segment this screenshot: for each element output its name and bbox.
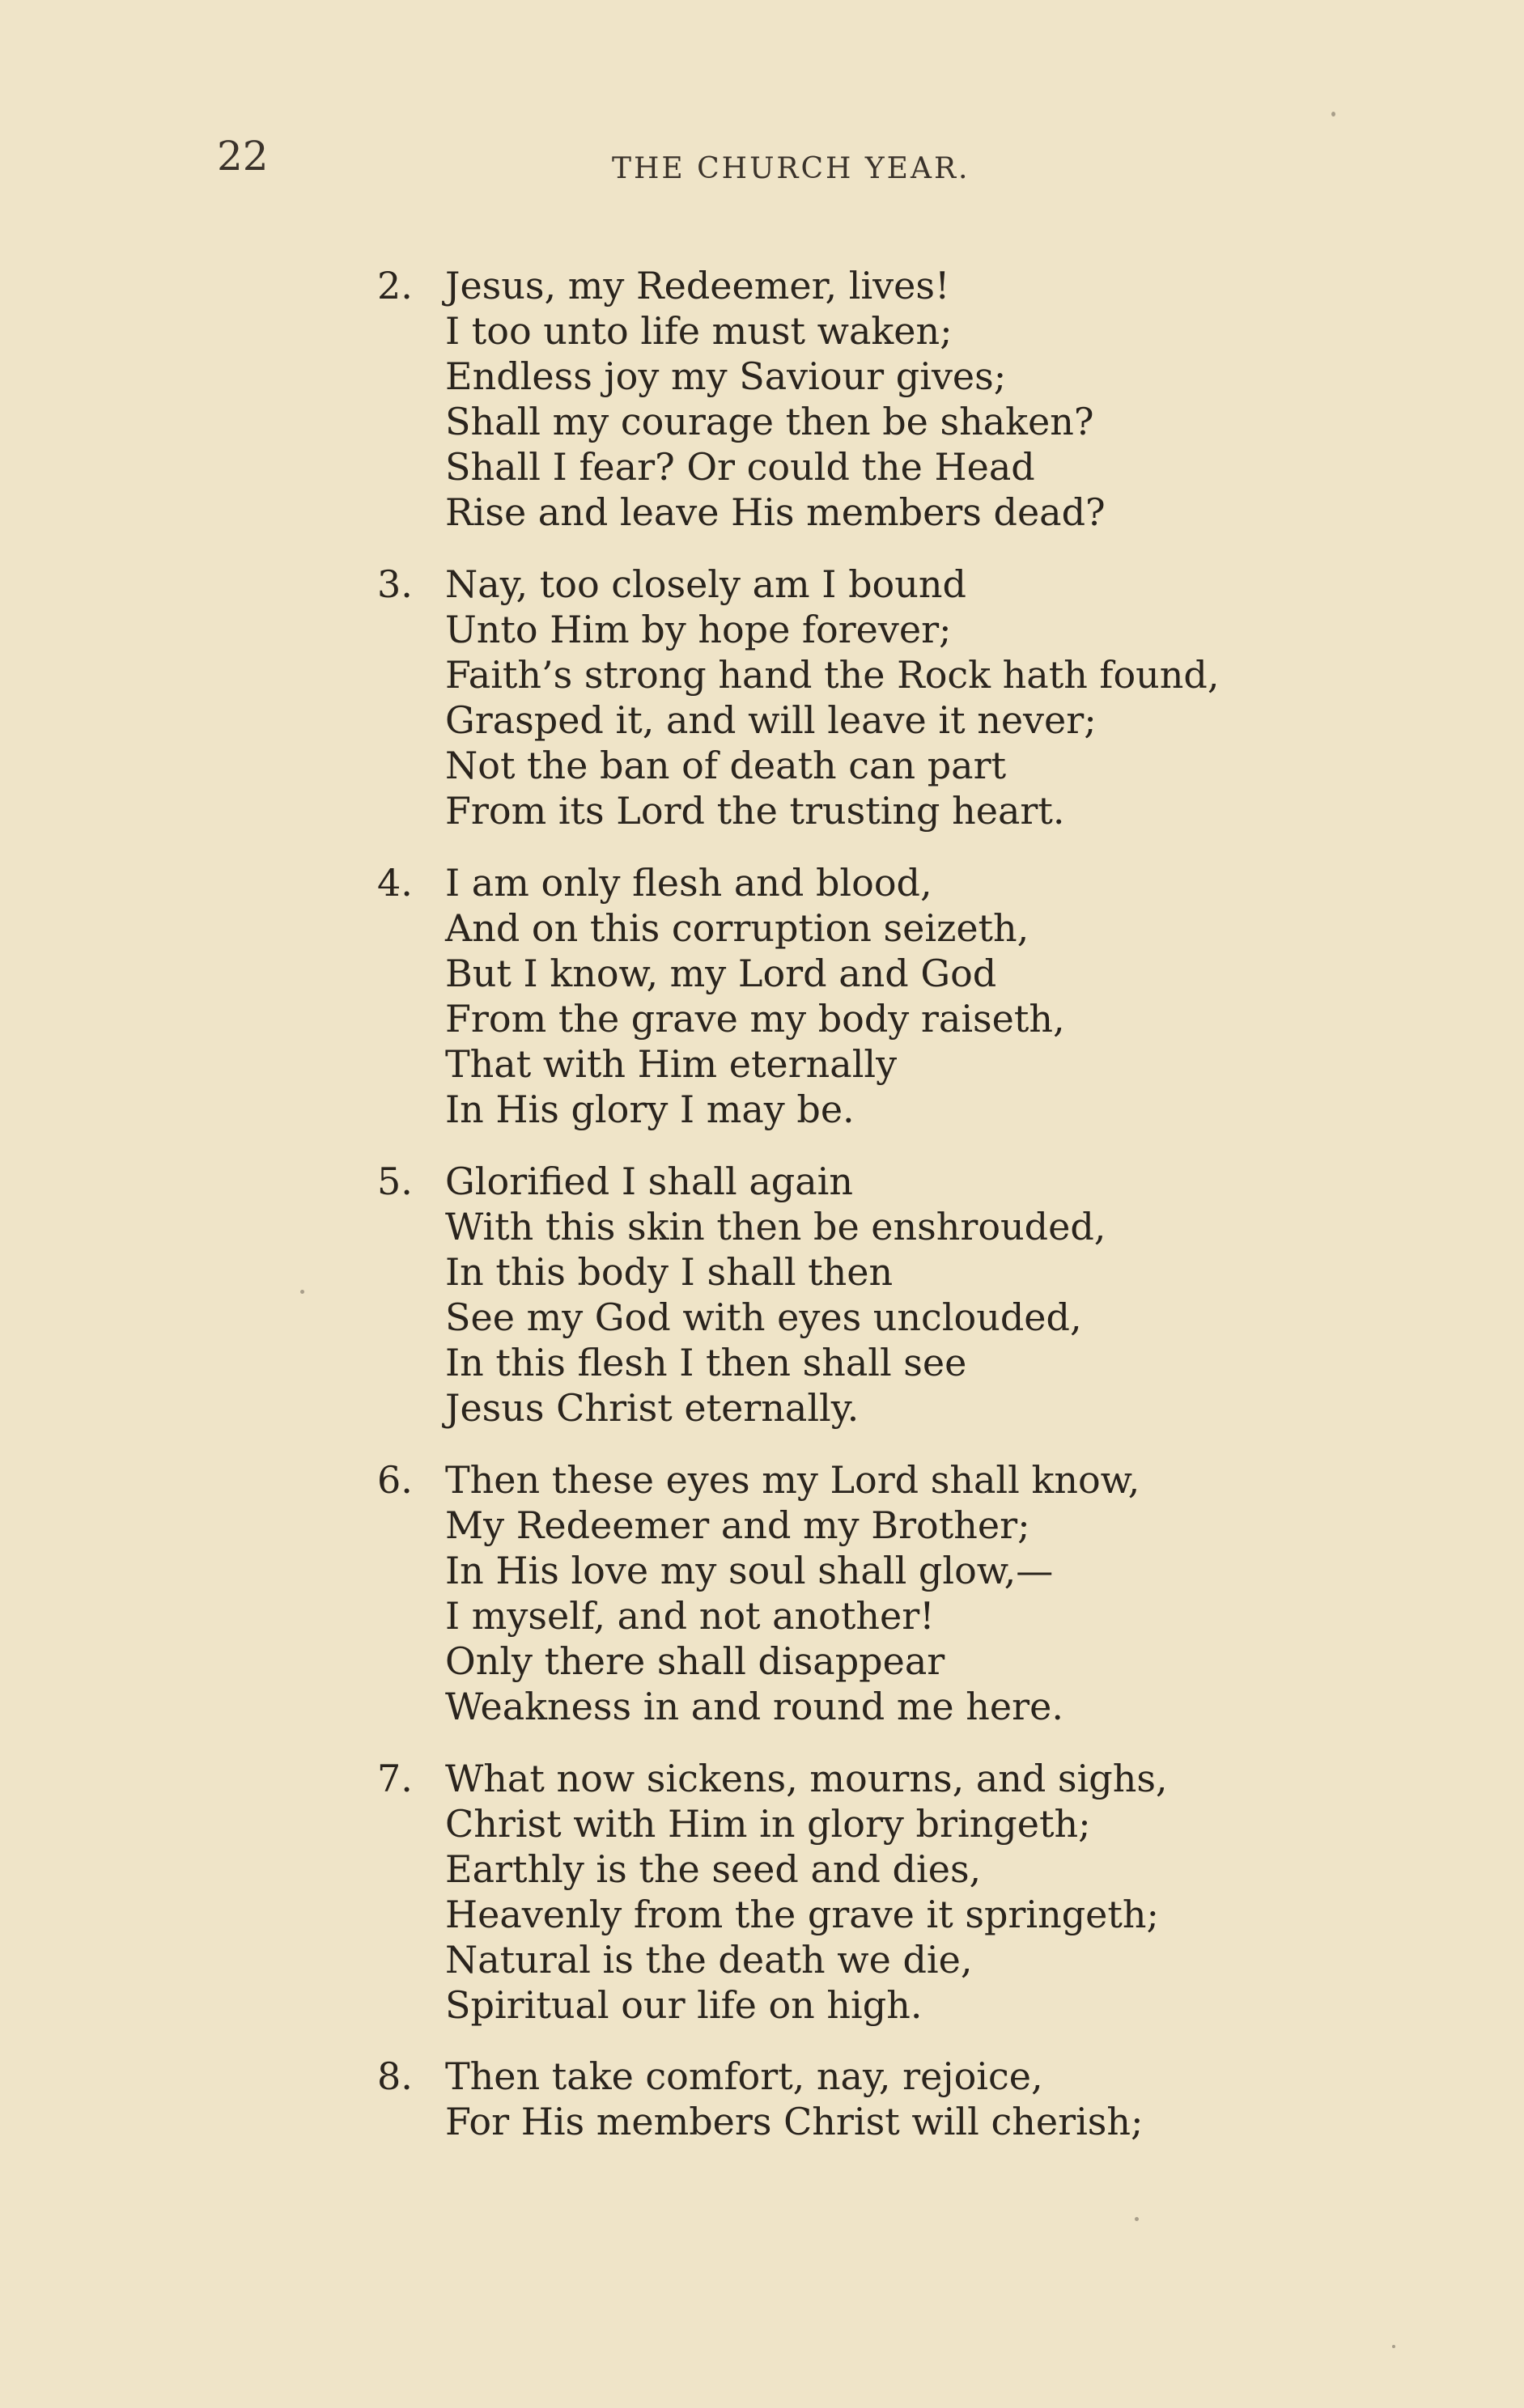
verse-line: What now sickens, mourns, and sighs, bbox=[445, 1757, 1168, 1800]
verse-line: Shall my courage then be shaken? bbox=[445, 400, 1094, 443]
verse-line: From its Lord the trusting heart. bbox=[445, 789, 1065, 833]
verse-line: Only there shall disappear bbox=[445, 1639, 945, 1683]
verse-line: I am only flesh and blood, bbox=[445, 861, 932, 905]
verse-line: In His love my soul shall glow,— bbox=[445, 1549, 1054, 1592]
stanza-lines bbox=[445, 1457, 1140, 1729]
page-number: 22 bbox=[217, 133, 269, 180]
verse-line: That with Him eternally bbox=[445, 1042, 898, 1086]
verse-line: Natural is the death we die, bbox=[445, 1938, 973, 1982]
verse-line: Glorified I shall again bbox=[445, 1159, 853, 1203]
verse-line: See my God with eyes unclouded, bbox=[445, 1295, 1082, 1339]
stanza-number: 8. bbox=[377, 2054, 413, 2098]
verse-line: With this skin then be enshrouded, bbox=[445, 1205, 1106, 1249]
verse-line: Rise and leave His members dead? bbox=[445, 490, 1106, 534]
verse-line: Grasped it, and will leave it never; bbox=[445, 698, 1097, 742]
stanza-lines bbox=[445, 263, 1106, 535]
verse-line: Shall I fear? Or could the Head bbox=[445, 445, 1035, 489]
verse-line: From the grave my body raiseth, bbox=[445, 997, 1065, 1041]
verse-line: In His glory I may be. bbox=[445, 1087, 855, 1131]
stanza-number: 5. bbox=[377, 1159, 413, 1203]
verse-line: Faith’s strong hand the Rock hath found, bbox=[445, 653, 1220, 697]
stanza-lines bbox=[445, 1159, 1106, 1431]
stanza-lines bbox=[445, 860, 1065, 1132]
verse-line: Jesus, my Redeemer, lives! bbox=[445, 264, 950, 307]
stanza-number: 3. bbox=[377, 562, 413, 606]
verse-line: Unto Him by hope forever; bbox=[445, 608, 952, 651]
verse-line: I too unto life must waken; bbox=[445, 309, 953, 353]
stanza-lines bbox=[445, 1756, 1168, 2028]
stanza-number: 7. bbox=[377, 1757, 413, 1800]
verse-line: My Redeemer and my Brother; bbox=[445, 1503, 1030, 1547]
paper-speck bbox=[1392, 2345, 1395, 2348]
verse-line: Heavenly from the grave it springeth; bbox=[445, 1893, 1159, 1936]
verse-line: Not the ban of death can part bbox=[445, 744, 1007, 787]
stanza-number: 4. bbox=[377, 861, 413, 905]
verse-line: Weakness in and round me here. bbox=[445, 1685, 1063, 1728]
verse-line: Then these eyes my Lord shall know, bbox=[445, 1458, 1140, 1502]
stanza-lines bbox=[445, 2054, 1144, 2144]
running-head: THE CHURCH YEAR. bbox=[612, 152, 970, 185]
stanza-lines bbox=[445, 562, 1219, 833]
stanza-number: 2. bbox=[377, 264, 413, 307]
verse-line: And on this corruption seizeth, bbox=[445, 906, 1029, 950]
verse-line: Christ with Him in glory bringeth; bbox=[445, 1802, 1091, 1846]
verse-line: Nay, too closely am I bound bbox=[445, 562, 966, 606]
verse-line: Jesus Christ eternally. bbox=[445, 1386, 860, 1430]
verse-line: I myself, and not another! bbox=[445, 1594, 935, 1638]
verse-line: Endless joy my Saviour gives; bbox=[445, 354, 1007, 398]
verse-line: For His members Christ will cherish; bbox=[445, 2100, 1144, 2143]
paper-speck bbox=[1331, 112, 1335, 117]
verse-line: Spiritual our life on high. bbox=[445, 1983, 923, 2027]
verse-line: In this body I shall then bbox=[445, 1250, 894, 1294]
stanza-number: 6. bbox=[377, 1458, 413, 1502]
verse-line: But I know, my Lord and God bbox=[445, 952, 997, 995]
verse-line: In this flesh I then shall see bbox=[445, 1341, 967, 1384]
paper-speck bbox=[300, 1290, 304, 1294]
paper-speck bbox=[1135, 2217, 1139, 2221]
verse-line: Then take comfort, nay, rejoice, bbox=[445, 2054, 1043, 2098]
verse-line: Earthly is the seed and dies, bbox=[445, 1847, 982, 1891]
